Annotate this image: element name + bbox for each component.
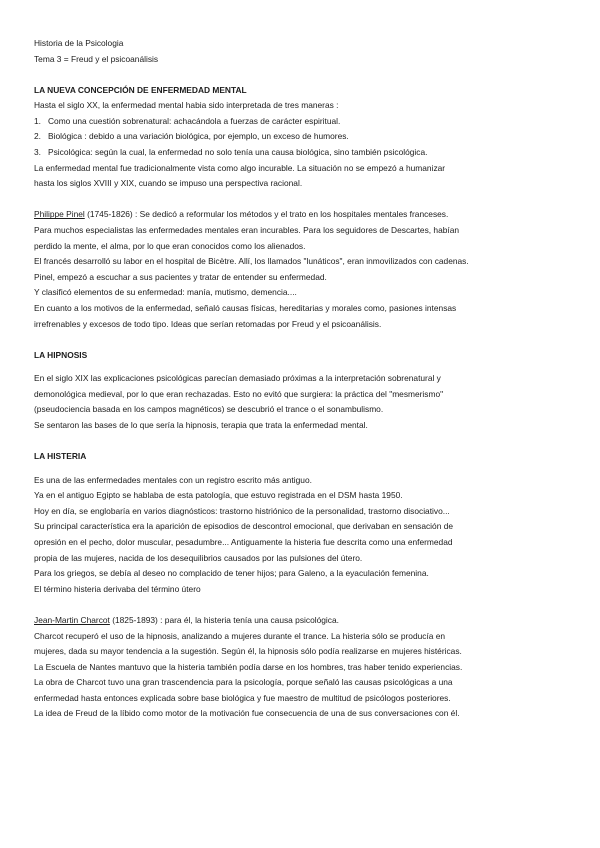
spacer	[34, 434, 564, 450]
spacer	[34, 192, 564, 208]
pinel-intro-text: (1745-1826) : Se dedicó a reformular los métodos y el trato en los hospitales mentales franceses.	[84, 209, 449, 220]
paragraph-line: mujeres, dada su mayor tendencia a la sugestión. Según él, la hipnosis sólo podía realizarse en mujeres histéricas.	[34, 646, 462, 657]
person-name-pinel: Philippe Pinel	[34, 209, 85, 220]
doc-header-topic: Tema 3 = Freud y el psicoanálisis	[34, 53, 159, 64]
charcot-intro-text: (1825-1893) : para él, la histeria tenía una causa psicológica.	[109, 614, 339, 625]
paragraph-line: La Escuela de Nantes mantuvo que la histeria también podía darse en los hombres, tras haber tenido experiencias.	[34, 661, 463, 672]
paragraph-line: hasta los siglos XVIII y XIX, cuando se impuso una perspectiva racional.	[34, 178, 303, 189]
list-item	[34, 145, 564, 161]
paragraph-line: Hasta el siglo XX, la enfermedad mental habia sido interpretada de tres maneras :	[34, 100, 339, 111]
spacer	[34, 465, 564, 473]
list-item-text: Como una cuestión sobrenatural: achacándola a fuerzas de carácter espiritual.	[48, 115, 341, 126]
section-heading-histeria: LA HISTERIA	[34, 451, 87, 462]
paragraph-line: Para muchos especialistas las enfermedades mentales eran incurables. Para los seguidores de Descartes, habían	[34, 224, 460, 235]
list-item	[34, 114, 564, 130]
paragraph-line: propia de las mujeres, nacida de los desequilibrios causados por las pulsiones del útero.	[34, 552, 363, 563]
spacer	[34, 363, 564, 371]
paragraph-line: Se sentaron las bases de lo que sería la hipnosis, terapia que trata la enfermedad mental.	[34, 419, 368, 430]
paragraph-line: En cuanto a los motivos de la enfermedad, señaló causas físicas, hereditarias y morales como, pasiones intensas	[34, 302, 457, 313]
spacer	[34, 67, 564, 83]
paragraph-line: Para los griegos, se debía al deseo no complacido de tener hijos; para Galeno, a la eyaculación femenina.	[34, 568, 429, 579]
document-content	[34, 36, 564, 722]
paragraph-line: irrefrenables y excesos de todo tipo. Ideas que serían retomadas por Freud y el psicoanálisis.	[34, 318, 382, 329]
spacer	[34, 597, 564, 613]
paragraph-line: El término histeria derivaba del término útero	[34, 583, 201, 594]
list-number: 1.	[34, 115, 41, 126]
paragraph-line: Ya en el antiguo Egipto se hablaba de esta patología, que estuvo registrada en el DSM hasta 1950.	[34, 490, 403, 501]
paragraph-line: Es una de las enfermedades mentales con un registro escrito más antiguo.	[34, 474, 312, 485]
paragraph-line: Su principal característica era la aparición de episodios de descontrol emocional, que derivaban en sensación de	[34, 521, 454, 532]
paragraph-line: enfermedad hasta entonces explicada sobre base biológica y fue maestro de multitud de psicólogos posteriores.	[34, 692, 451, 703]
paragraph-line: Charcot recuperó el uso de la hipnosis, analizando a mujeres durante el trance. La histeria sólo se producía en	[34, 630, 446, 641]
paragraph-line: perdido la mente, el alma, por lo que eran conocidos como los alienados.	[34, 240, 306, 251]
paragraph-line: La obra de Charcot tuvo una gran trascendencia para la psicología, porque señaló las causas psicológicas a una	[34, 677, 453, 688]
paragraph-line: demonológica medieval, por lo que eran rechazadas. Esto no evitó que surgiera: la práctica del "mesmerismo"	[34, 388, 444, 399]
section-heading-nueva-concepcion: LA NUEVA CONCEPCIÓN DE ENFERMEDAD MENTAL	[34, 84, 247, 95]
paragraph-line: El francés desarrolló su labor en el hospital de Bicètre. Allí, los llamados "lunáticos", eran inmovilizados con cadenas.	[34, 256, 469, 267]
paragraph-line: En el siglo XIX las explicaciones psicológicas parecían demasiado próximas a la interpretación sobrenatural y	[34, 373, 441, 384]
section-heading-hipnosis: LA HIPNOSIS	[34, 349, 88, 360]
list-item-text: Psicológica: según la cual, la enfermedad no solo tenía una causa biológica, sino también psicológica.	[48, 147, 428, 158]
list-number: 2.	[34, 131, 41, 142]
person-name-charcot: Jean-Martin Charcot	[34, 614, 110, 625]
paragraph-line: Hoy en día, se englobaría en varios diagnósticos: trastorno histriónico de la personalidad, trastorno disociativo...	[34, 505, 450, 516]
list-number: 3.	[34, 147, 41, 158]
doc-header-subject: Historia de la Psicologia	[34, 38, 124, 48]
paragraph-line: La enfermedad mental fue tradicionalmente vista como algo incurable. La situación no se empezó a humanizar	[34, 162, 446, 173]
paragraph-line: La idea de Freud de la líbido como motor de la motivación fue consecuencia de una de sus conversaciones con él.	[34, 708, 460, 719]
paragraph-line: opresión en el pecho, dolor muscular, pesadumbre... Antiguamente la histeria fue descrita como una enfermedad	[34, 537, 453, 548]
list-item-text: Biológica : debido a una variación biológica, por ejemplo, un exceso de humores.	[48, 131, 349, 142]
charcot-intro-line	[34, 613, 564, 629]
paragraph-line: Y clasificó elementos de su enfermedad: manía, mutismo, demencia....	[34, 287, 297, 298]
paragraph-line: (pseudociencia basada en los campos magnéticos) se descubrió el trance o el sonambulismo.	[34, 404, 384, 415]
spacer	[34, 332, 564, 348]
paragraph-line: Pinel, empezó a escuchar a sus pacientes y tratar de entender su enfermedad.	[34, 271, 327, 282]
list-item	[34, 129, 564, 145]
pinel-intro-line	[34, 207, 564, 223]
